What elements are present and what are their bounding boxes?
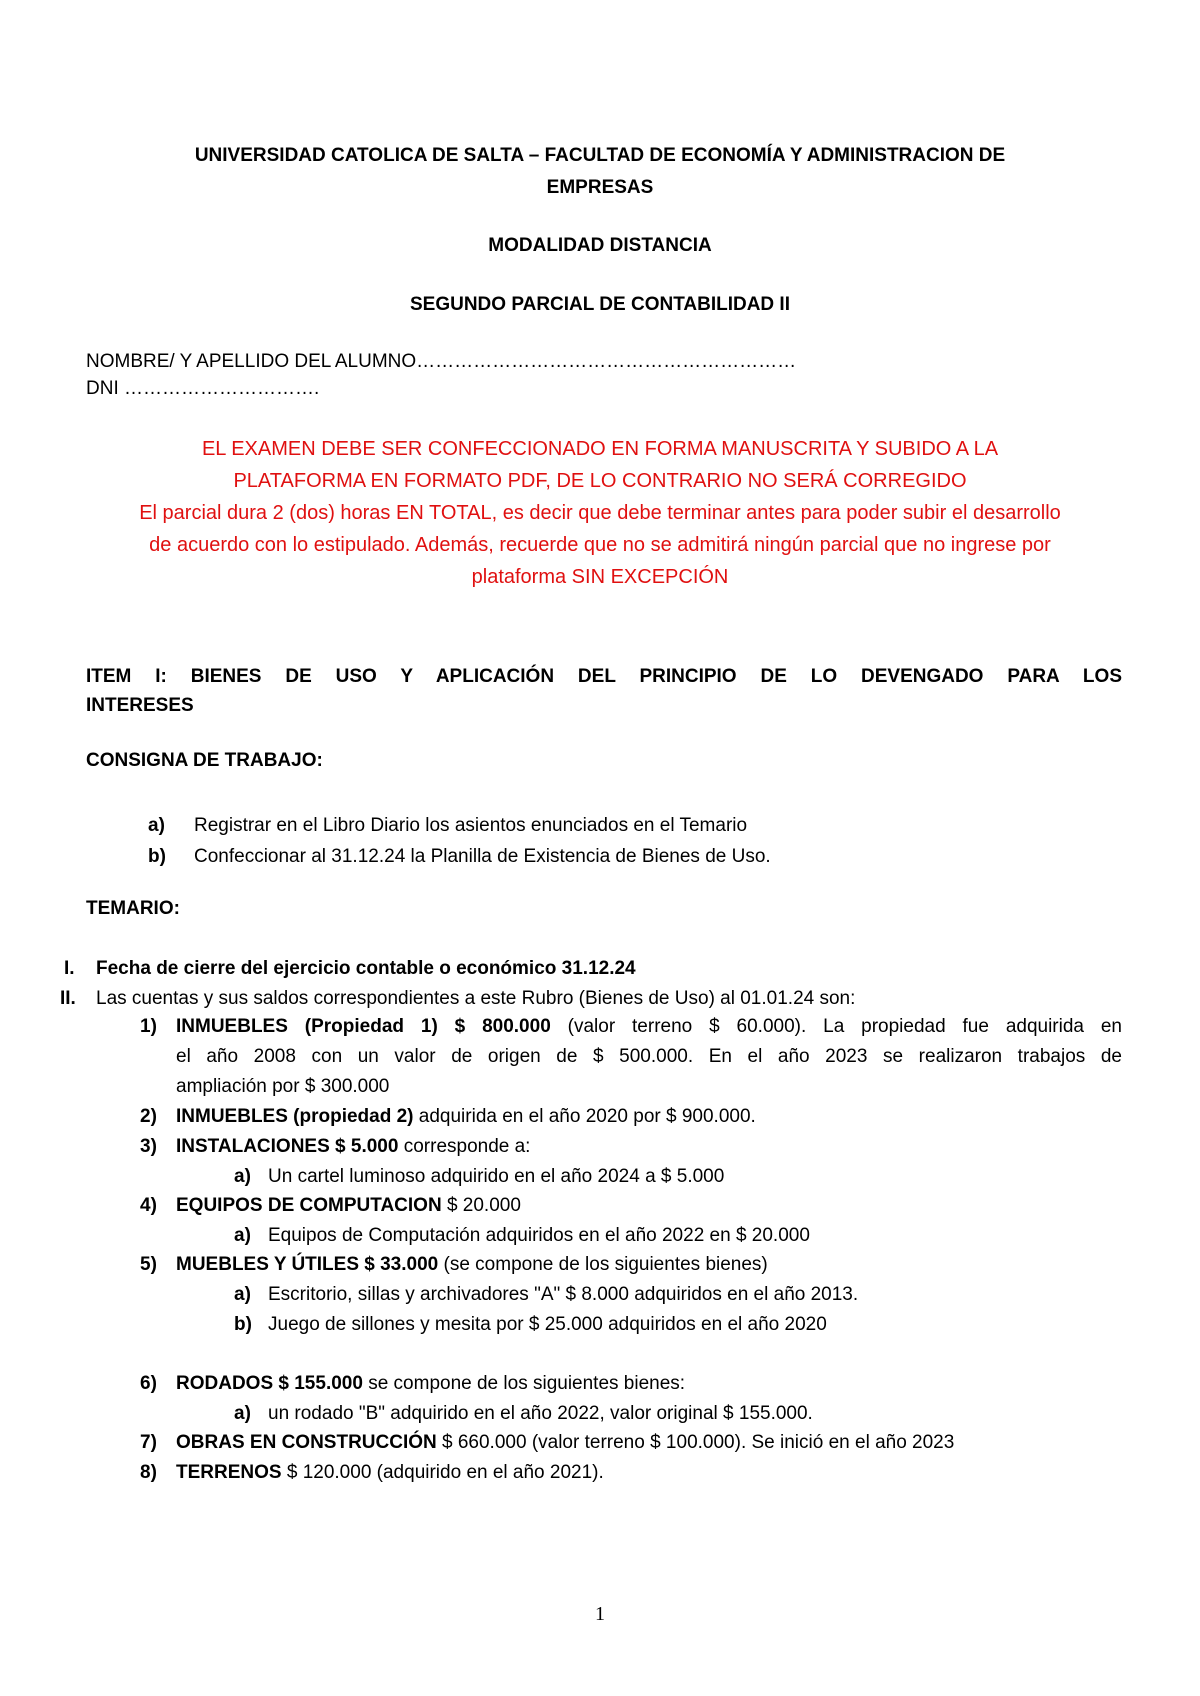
page-number: 1: [595, 1603, 605, 1625]
list-item-2: INMUEBLES (propiedad 2) adquirida en el año 2020 por $ 900.000.: [176, 1106, 756, 1127]
list-number: 3): [140, 1136, 157, 1157]
warning-line-1: EL EXAMEN DEBE SER CONFECCIONADO EN FORMA MANUSCRITA Y SUBIDO A LA: [201, 438, 999, 460]
temario-i-text: Fecha de cierre del ejercicio contable o económico 31.12.24: [96, 958, 636, 979]
list-number: 2): [140, 1106, 157, 1127]
list-item-8: TERRENOS $ 120.000 (adquirido en el año 2021).: [176, 1462, 604, 1483]
consigna-heading: CONSIGNA DE TRABAJO:: [86, 750, 323, 771]
list-item-3: INSTALACIONES $ 5.000 corresponde a:: [176, 1136, 531, 1157]
name-label: NOMBRE/ Y APELLIDO DEL ALUMNO: [86, 351, 417, 372]
list-item-1-line-3: ampliación por $ 300.000: [176, 1076, 390, 1097]
list-number: 1): [140, 1016, 157, 1037]
list-item-1-line-2: el año 2008 con un valor de origen de $ 500.000. En el año 2023 se realizaron trabajos de: [176, 1046, 1122, 1067]
list-item-5a: Escritorio, sillas y archivadores "A" $ 8.000 adquiridos en el año 2013.: [268, 1284, 859, 1305]
list-item-5: MUEBLES Y ÚTILES $ 33.000 (se compone de los siguientes bienes): [176, 1254, 768, 1275]
consigna-text: Confeccionar al 31.12.24 la Planilla de Existencia de Bienes de Uso.: [194, 846, 771, 867]
list-item-7: OBRAS EN CONSTRUCCIÓN $ 660.000 (valor terreno $ 100.000). Se inició en el año 2023: [176, 1432, 955, 1453]
temario-ii-text: Las cuentas y sus saldos correspondientes a este Rubro (Bienes de Uso) al 01.01.24 son:: [96, 988, 856, 1009]
list-item-5b: Juego de sillones y mesita por $ 25.000 adquiridos en el año 2020: [268, 1314, 827, 1335]
item-title-continued: INTERESES: [86, 695, 194, 716]
warning-line-4: de acuerdo con lo estipulado. Además, recuerde que no se admitirá ningún parcial que no ingrese por: [149, 534, 1051, 556]
name-dots: ……………………………………………………: [416, 351, 797, 372]
list-number: 7): [140, 1432, 157, 1453]
consigna-label: b): [148, 846, 166, 867]
exam-title: SEGUNDO PARCIAL DE CONTABILIDAD II: [409, 294, 790, 315]
sub-label: a): [234, 1403, 251, 1424]
list-item-4a: Equipos de Computación adquiridos en el año 2022 en $ 20.000: [268, 1225, 810, 1246]
dni-dots: ………………………….: [124, 378, 320, 399]
university-line-1: UNIVERSIDAD CATOLICA DE SALTA – FACULTAD DE ECONOMÍA Y ADMINISTRACION DE: [194, 145, 1006, 166]
consigna-text: Registrar en el Libro Diario los asientos enunciados en el Temario: [194, 815, 748, 836]
sub-label: a): [234, 1284, 251, 1305]
list-item-3a: Un cartel luminoso adquirido en el año 2024 a $ 5.000: [268, 1166, 725, 1187]
warning-line-2: PLATAFORMA EN FORMATO PDF, DE LO CONTRARIO NO SERÁ CORREGIDO: [233, 470, 967, 492]
list-number: 4): [140, 1195, 157, 1216]
modality-heading: MODALIDAD DISTANCIA: [488, 235, 712, 256]
list-number: 5): [140, 1254, 157, 1275]
list-item-1-line-1: INMUEBLES (Propiedad 1) $ 800.000 (valor terreno $ 60.000). La propiedad fue adquirida en: [176, 1016, 1122, 1037]
temario-heading: TEMARIO:: [86, 898, 180, 919]
list-item-4: EQUIPOS DE COMPUTACION $ 20.000: [176, 1195, 521, 1216]
temario-i-label: I.: [64, 958, 75, 979]
dni-label: DNI: [86, 378, 119, 399]
list-number: 6): [140, 1373, 157, 1394]
list-number: 8): [140, 1462, 157, 1483]
sub-label: b): [234, 1314, 252, 1335]
item-title: ITEM I: BIENES DE USO Y APLICACIÓN DEL PRINCIPIO DE LO DEVENGADO PARA LOS: [86, 666, 1122, 687]
temario-ii-label: II.: [60, 988, 76, 1009]
consigna-label: a): [148, 815, 165, 836]
sub-label: a): [234, 1166, 251, 1187]
list-item-6a: un rodado "B" adquirido en el año 2022, valor original $ 155.000.: [268, 1403, 813, 1424]
list-item-6: RODADOS $ 155.000 se compone de los siguientes bienes:: [176, 1373, 686, 1394]
warning-line-3: El parcial dura 2 (dos) horas EN TOTAL, es decir que debe terminar antes para poder subir el desarrollo: [139, 502, 1061, 524]
warning-line-5: plataforma SIN EXCEPCIÓN: [471, 566, 729, 588]
university-line-2: EMPRESAS: [546, 177, 654, 198]
sub-label: a): [234, 1225, 251, 1246]
